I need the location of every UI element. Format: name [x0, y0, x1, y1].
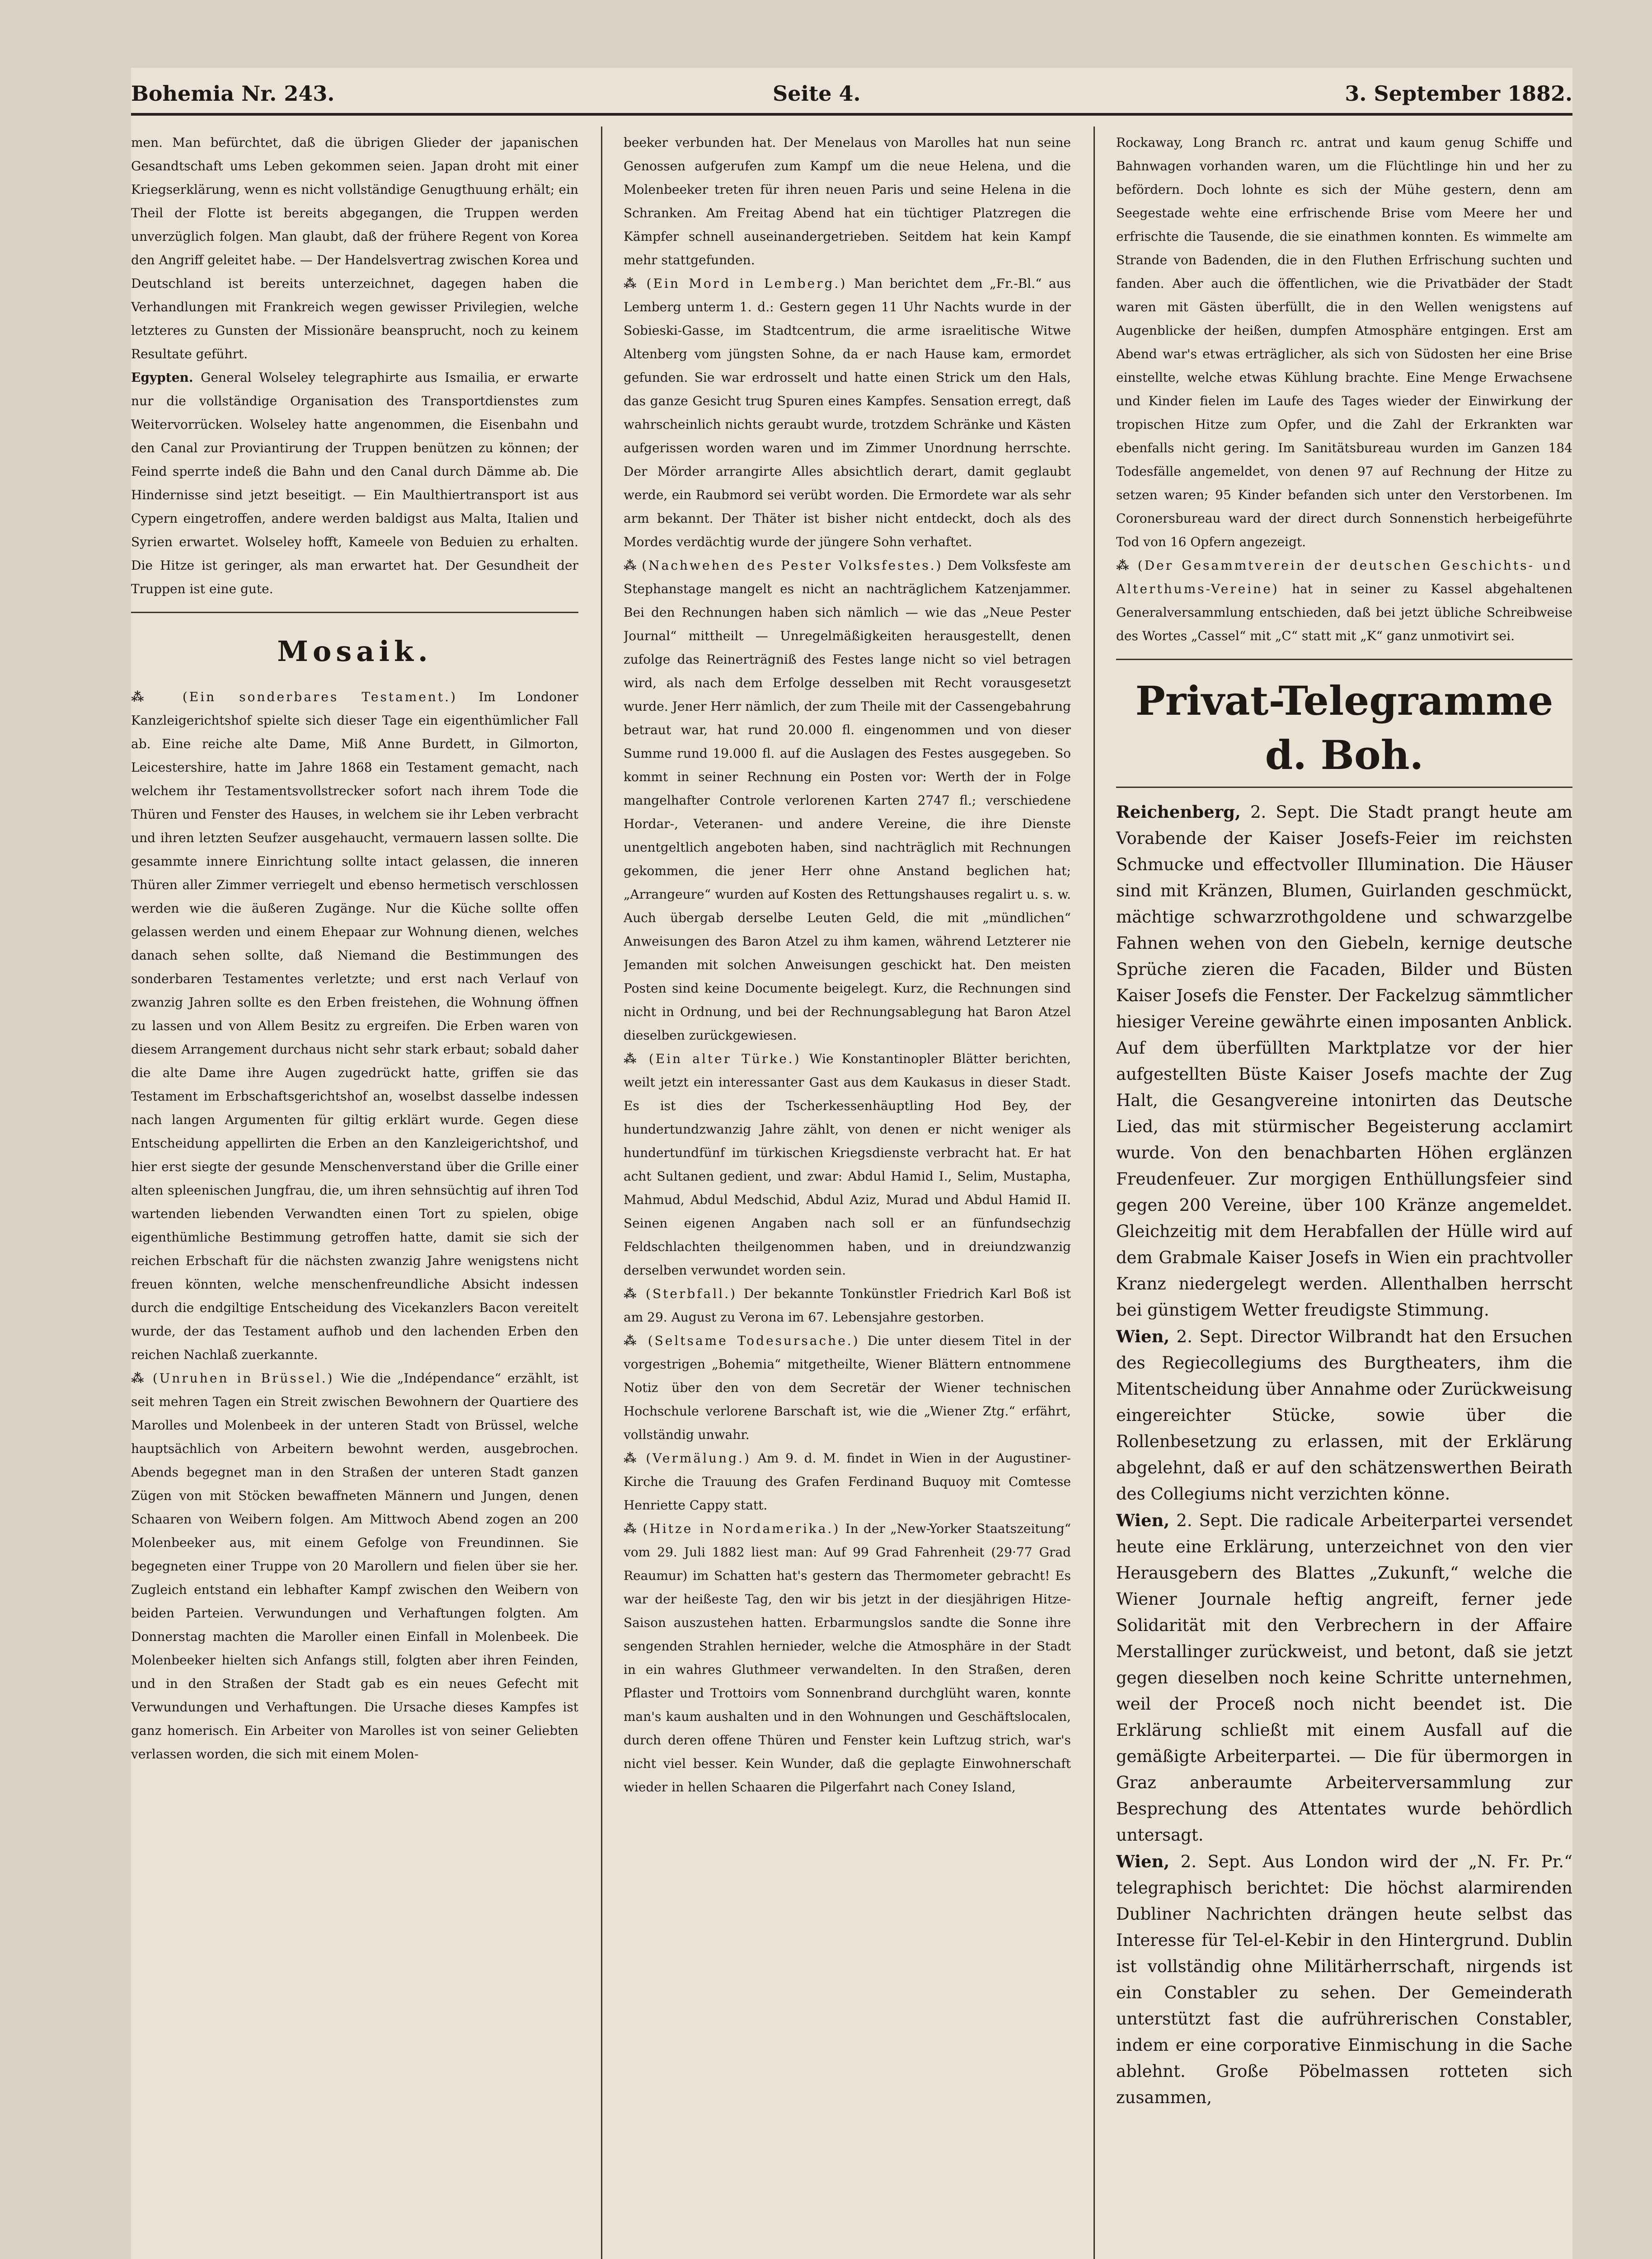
newspaper-page	[131, 68, 1572, 2259]
testament-article	[131, 685, 578, 1367]
column-divider	[1094, 127, 1095, 2259]
turke-article	[624, 1047, 1071, 1282]
header-rule	[131, 113, 1572, 116]
turke-text: Wie Konstantinopler Blätter berichten, weilt jetzt ein interessanter Gast aus dem Kaukasus in dieser Stadt. Es ist dies der Tscherkessenhäuptling Hod Bey, der hundertundzwanzig Jahre zählt, von denen er nicht weniger als hundertundfünf im türkischen Kriegsdienste verbracht hat. Er hat acht Sultanen gedient, und zwar: Abdul Hamid I., Selim, Mustapha, Mahmud, Abdul Medschid, Abdul Aziz, Murad und Abdul Hamid II. Seinen eigenen Angaben nach soll er an fünfundsechzig Feldschlachten theilgenommen haben, und in dreiundzwanzig derselben verwundet worden sein.	[624, 1051, 1071, 1278]
asterism-icon: ⁂	[131, 1371, 146, 1386]
hitze-heading: (Hitze in Nordamerika.)	[643, 1521, 840, 1536]
header-page-number: Seite 4.	[773, 81, 861, 106]
telegram-place: Reichenberg,	[1116, 802, 1241, 822]
asterism-icon: ⁂	[624, 1521, 638, 1536]
japan-korea-paragraph: men. Man befürchtet, daß die übrigen Glieder der japanischen Gesandtschaft ums Leben gekommen seien. Japan droht mit einer Kriegserklärung, wenn es nicht vollständige Genugthuung erhält; ein Theil der Flotte ist bereits abgegangen, die Truppen werden unverzüglich folgen. Man glaubt, daß der frühere Regent von Korea den Angriff geleitet habe. — Der Handelsvertrag zwischen Korea und Deutschland ist bereits unterzeichnet, dagegen haben die Verhandlungen mit Frankreich wegen gewisser Privilegien, welche letzteres zu Gunsten der Missionäre beansprucht, noch zu keinem Resultate geführt.	[131, 135, 578, 361]
egypt-paragraph	[131, 366, 578, 601]
pest-article	[624, 554, 1071, 1047]
section-rule	[131, 612, 578, 613]
telegram-item	[1116, 1848, 1572, 2111]
brussel-continuation: beeker verbunden hat. Der Menelaus von Marolles hat nun seine Genossen aufgerufen zum Kampf um die neue Helena, und die Molenbeeker treten für ihren neuen Paris und seine Helena in die Schranken. Am Freitag Abend hat ein tüchtiger Platzregen die Kämpfer schnell auseinandergetrieben. Seitdem hat kein Kampf mehr stattgefunden.	[624, 135, 1071, 267]
asterism-icon: ⁂	[624, 1451, 639, 1466]
asterism-icon: ⁂	[131, 689, 161, 704]
hitze-article	[624, 1517, 1071, 1799]
verein-heading: (Der Gesammtverein der deutschen Geschichts- und Alterthums-Vereine)	[1116, 558, 1572, 596]
section-rule	[1116, 787, 1572, 788]
asterism-icon: ⁂	[624, 1333, 640, 1348]
egypt-lead: Egypten.	[131, 370, 193, 385]
telegram-section-title: Privat-Telegramme d. Boh.	[1135, 677, 1553, 778]
testament-text: Im Londoner Kanzleigerichtshof spielte sich dieser Tage ein eigenthümlicher Fall ab. Eine reiche alte Dame, Miß Anne Burdett, in Gilmorton, Leicestershire, hatte im Jahre 1868 ein Testament gemacht, nach welchem ihr Testamentsvollstrecker sofort nach ihrem Tode die Thüren und Fenster des Hauses, in welchem sie ihr Leben verbracht und ihren letzten Seufzer ausgehaucht, vermauern lassen sollte. Die gesammte innere Einrichtung sollte intact gelassen, die inneren Thüren aller Zimmer verriegelt und ebenso hermetisch verschlossen werden wie die äußeren Zugänge. Nur die Küche sollte offen gelassen werden und einem Ehepaar zur Wohnung dienen, welches danach sehen sollte, daß Niemand die Bestimmungen des sonderbaren Testamentes verletzte; und erst nach Verlauf von zwanzig Jahren sollte es den Erben freistehen, die Wohnung öffnen zu lassen und von Allem Besitz zu ergreifen. Die Erben waren von diesem Arrangement durchaus nicht sehr stark erbaut; sobald daher die alte Dame ihre Augen zugedrückt hatte, griffen sie das Testament im Erbschaftsgerichtshof an, woselbst dasselbe indessen nach langen Argumenten für giltig erklärt wurde. Gegen diese Entscheidung appellirten die Erben an den Kanzleigerichtshof, und hier erst siegte der gesunde Menschenverstand über die Grille einer alten spleenischen Jungfrau, die, um ihren sehnsüchtig auf ihren Tod wartenden liebenden Verwandten einen Tort zu spielen, obige eigenthümliche Bestimmung getroffen hatte, damit sie sich der reichen Erbschaft für die nächsten zwanzig Jahre wenigstens nicht freuen könnten, welche menschenfreundliche Absicht indessen durch die endgiltige Entscheidung des Vicekanzlers Bacon vereitelt wurde, der das Testament aufhob und den lachenden Erben den reichen Nachlaß zuerkannte.	[131, 689, 578, 1362]
mosaik-title: Mosaik.	[277, 635, 432, 668]
hitze-continuation: Rockaway, Long Branch rc. antrat und kaum genug Schiffe und Bahnwagen vorhanden waren, um die Flüchtlinge hin und her zu befördern. Doch lohnte es sich der Mühe gestern, denn am Seegestade wehte eine erfrischende Brise vom Meere her und erfrischte die Tausende, die sie einathmen konnten. Es wimmelte am Strande von Badenden, die in den Fluthen Erfrischung suchten und fanden. Aber auch die öffentlichen, wie die Privatbäder der Stadt waren mit Gästen überfüllt, die in den Wellen wenigstens auf Augenblicke der heißen, dumpfen Atmosphäre entgingen. Erst am Abend war's etwas erträglicher, als sich von Südosten her eine Brise einstellte, welche etwas Kühlung brachte. Eine Menge Erwachsene und Kinder fielen im Laufe des Tages wieder der Einwirkung der tropischen Hitze zum Opfer, und die Zahl der Erkrankten war ebenfalls nicht gering. Im Sanitätsbureau wurden im Ganzen 184 Todesfälle angemeldet, von denen 97 auf Rechnung der Hitze zu setzen waren; 95 Kinder befanden sich unter den Verstorbenen. Im Coronersbureau ward der direct durch Sonnenstich herbeigeführte Tod von 16 Opfern angezeigt.	[1116, 135, 1572, 549]
brussel-heading: (Unruhen in Brüssel.)	[152, 1371, 334, 1386]
asterism-icon: ⁂	[624, 1051, 641, 1066]
section-rule	[1116, 659, 1572, 660]
asterism-icon: ⁂	[624, 276, 640, 291]
vermael-heading: (Vermälung.)	[646, 1451, 751, 1466]
header-issue: Bohemia Nr. 243.	[131, 81, 335, 106]
todes-heading: (Seltsame Todesursache.)	[648, 1333, 860, 1348]
lemberg-heading: (Ein Mord in Lemberg.)	[646, 276, 847, 291]
sterb-text: Der bekannte Tonkünstler Friedrich Karl Boß ist am 29. August zu Verona im 67. Lebensjahre gestorben.	[624, 1286, 1071, 1325]
telegram-place: Wien,	[1116, 1510, 1170, 1530]
pest-heading: (Nachwehen des Pester Volksfestes.)	[642, 558, 943, 573]
sterb-heading: (Sterbfall.)	[646, 1286, 737, 1301]
pest-text: Dem Volksfeste am Stephanstage mangelt es nicht an nachträglichem Katzenjammer. Bei den Rechnungen haben sich nämlich — wie das „Neue Pester Journal“ mittheilt — Unregelmäßigkeiten herausgestellt, denen zufolge das Reinerträgniß des Festes lange nicht so viel betragen wird, als nach dem Erfolge desselben mit Recht vorausgesetzt wurde. Jener Herr nämlich, der zum Theile mit der Cassengebahrung betraut war, hat rund 20.000 fl. eingenommen und von dieser Summe rund 19.000 fl. auf die Auslagen des Festes ausgegeben. So kommt in seiner Rechnung ein Posten vor: Werth der in Folge mangelhafter Controle verlorenen Karten 2747 fl.; verschiedene Hordar-, Veteranen- und andere Vereine, die ihre Dienste unentgeltlich angeboten haben, sind nachträglich mit Rechnungen gekommen, die jener Herr ohne Anstand beglichen hat; „Arrangeure“ wurden auf Kosten des Rettungshauses regalirt u. s. w. Auch übergab derselbe Leuten Geld, die mit „mündlichen“ Anweisungen des Baron Atzel zu ihm kamen, während Letzterer nie Jemanden mit solchen Anweisungen geschickt hat. Den meisten Posten sind keine Documente beigelegt. Kurz, die Rechnungen sind nicht in Ordnung, und bei der Rechnungsablegung hat Baron Atzel dieselben zurückgewiesen.	[624, 558, 1071, 1043]
telegram-place: Wien,	[1116, 1326, 1170, 1346]
column-3	[1116, 131, 1572, 2254]
sterb-article	[624, 1282, 1071, 1329]
brussel-text: Wie die „Indépendance“ erzählt, ist seit mehren Tagen ein Streit zwischen Bewohnern der Quartiere des Marolles und Molenbeek in der unteren Stadt von Brüssel, welche hauptsächlich von Arbeitern bewohnt werden, ausgebrochen. Abends begegnet man in den Straßen der unteren Stadt ganzen Zügen von mit Stöcken bewaffneten Männern und Jungen, denen Schaaren von Weibern folgen. Am Mittwoch Abend zogen an 200 Molenbeeker aus, mit einem Gefolge von Freundinnen. Sie begegneten einer Truppe von 20 Marollern und fielen über sie her. Zugleich entstand ein lebhafter Kampf zwischen den Weibern von beiden Parteien. Verwundungen und Verhaftungen folgten. Am Donnerstag machten die Maroller einen Einfall in Molenbeek. Die Molenbeeker hielten sich Anfangs still, folgten aber ihren Feinden, und in den Straßen der Stadt gab es ein neues Gefecht mit Verwundungen und Verhaftungen. Die Ursache dieses Kampfes ist ganz homerisch. Ein Arbeiter von Marolles ist von seiner Geliebten verlassen worden, die sich mit einem Molen-	[131, 1371, 578, 1762]
header-date: 3. September 1882.	[1345, 81, 1572, 106]
testament-heading: (Ein sonderbares Testament.)	[182, 689, 458, 704]
telegram-text: 2. Sept. Die Stadt prangt heute am Vorabende der Kaiser Josefs-Feier im reichsten Schmucke und effectvoller Illumination. Die Häuser sind mit Kränzen, Blumen, Guirlanden geschmückt, mächtige schwarzrothgoldene und schwarzgelbe Fahnen wehen von den Giebeln, kernige deutsche Sprüche zieren die Facaden, Bilder und Büsten Kaiser Josefs die Fenster. Der Fackelzug sämmtlicher hiesiger Vereine gewährte einen imposanten Anblick. Auf dem überfüllten Marktplatze vor der hier aufgestellten Büste Kaiser Josefs machte der Zug Halt, die Gesangvereine intonirten das Deutsche Lied, das mit stürmischer Begeisterung acclamirt wurde. Von den benachbarten Höhen erglänzen Freudenfeuer. Zur morgigen Enthüllungsfeier sind gegen 200 Vereine, über 100 Kränze angemeldet. Gleichzeitig mit dem Herabfallen der Hülle wird auf dem Grabmale Kaiser Josefs in Wien ein prachtvoller Kranz niedergelegt werden. Allenthalben herrscht bei günstigem Wetter freudigste Stimmung.	[1116, 802, 1572, 1320]
todes-article	[624, 1329, 1071, 1447]
lemberg-text: Man berichtet dem „Fr.-Bl.“ aus Lemberg unterm 1. d.: Gestern gegen 11 Uhr Nachts wurde in der Sobieski-Gasse, im Stadtcentrum, die arme israelitische Witwe Altenberg vom jüngsten Sohne, da er nach Hause kam, ermordet gefunden. Sie war erdrosselt und hatte einen Strick um den Hals, das ganze Gesicht trug Spuren eines Kampfes. Sensation erregt, daß wahrscheinlich nichts geraubt wurde, trotzdem Schränke und Kästen aufgerissen worden waren und im Zimmer Unordnung herrschte. Der Mörder arrangirte Alles absichtlich derart, damit geglaubt werde, ein Raubmord sei verübt worden. Die Ermordete war als sehr arm bekannt. Der Thäter ist bisher nicht entdeckt, doch als des Mordes verdächtig wurde der jüngere Sohn verhaftet.	[624, 276, 1071, 549]
telegram-item	[1116, 1323, 1572, 1507]
lemberg-article	[624, 272, 1071, 554]
brussel-article	[131, 1367, 578, 1766]
telegram-item	[1116, 799, 1572, 1323]
verein-article	[1116, 554, 1572, 648]
turke-heading: (Ein alter Türke.)	[648, 1051, 801, 1066]
asterism-icon: ⁂	[624, 1286, 639, 1301]
telegram-text: 2. Sept. Aus London wird der „N. Fr. Pr.“ telegraphisch berichtet: Die höchst alarmirenden Dubliner Nachrichten drängen heute selbst das Interesse für Tel-el-Kebir in den Hintergrund. Dublin ist vollständig ohne Militärherrschaft, nirgends ist ein Constabler zu sehen. Der Gemeinderath unterstützt fast die aufrührerischen Constabler, indem er eine corporative Einmischung in die Sache ablehnt. Große Pöbelmassen rotteten sich zusammen,	[1116, 1852, 1572, 2107]
column-1	[131, 131, 578, 2254]
verein-text: hat in seiner zu Kassel abgehaltenen Generalversammlung entschieden, daß bei jetzt übliche Schreibweise des Wortes „Cassel“ mit „C“ statt mit „K“ ganz unmotivirt sei.	[1116, 581, 1572, 643]
asterism-icon: ⁂	[1116, 558, 1131, 573]
telegram-text: 2. Sept. Die radicale Arbeiterpartei versendet heute eine Erklärung, unterzeichnet von den vier Herausgebern des Blattes „Zukunft,“ welche die Wiener Journale heftig angreift, ferner jede Solidarität mit den Verbrechern in der Affaire Merstallinger zurückweist, und betont, daß sie jetzt gegen dieselben noch keine Schritte unternehmen, weil der Proceß noch nicht beendet ist. Die Erklärung schließt mit einem Ausfall auf die gemäßigte Arbeiterpartei. — Die für übermorgen in Graz anberaumte Arbeiterversammlung zur Besprechung des Attentates wurde behördlich untersagt.	[1116, 1511, 1572, 1845]
telegram-item	[1116, 1507, 1572, 1848]
telegram-list	[1116, 799, 1572, 2111]
column-2	[624, 131, 1071, 2254]
hitze-text: In der „New-Yorker Staatszeitung“ vom 29. Juli 1882 liest man: Auf 99 Grad Fahrenheit (29·77 Grad Reaumur) im Schatten hat's gestern das Thermometer gebracht! Es war der heißeste Tag, den wir bis jetzt in der diesjährigen Hitze-Saison auszustehen hatten. Erbarmungslos sandte die Sonne ihre sengenden Strahlen hernieder, welche die Atmosphäre in der Stadt in ein wahres Gluthmeer verwandelten. In den Straßen, deren Pflaster und Trottoirs vom Sonnenbrand durchglüht waren, konnte man's kaum aushalten und in den Wohnungen und Geschäftslocalen, durch deren offene Thüren und Fenster kein Luftzug strich, war's nicht viel besser. Kein Wunder, daß die geplagte Einwohnerschaft wieder in hellen Schaaren die Pilgerfahrt nach Coney Island,	[624, 1521, 1071, 1795]
asterism-icon: ⁂	[624, 558, 637, 573]
vermael-article	[624, 1447, 1071, 1517]
column-divider	[601, 127, 602, 2259]
telegram-place: Wien,	[1116, 1851, 1170, 1871]
vermael-text: Am 9. d. M. findet in Wien in der Augustiner-Kirche die Trauung des Grafen Ferdinand Buquoy mit Comtesse Henriette Cappy statt.	[624, 1451, 1071, 1513]
telegram-text: 2. Sept. Director Wilbrandt hat den Ersuchen des Regiecollegiums des Burgtheaters, ihm die Mitentscheidung über Annahme oder Zurückweisung eingereichter Stücke, sowie über die Rollenbesetzung zu erlassen, mit der Erklärung abgelehnt, daß er auf den schätzenswerthen Beirath des Collegiums nicht verzichten könne.	[1116, 1327, 1572, 1504]
egypt-text: General Wolseley telegraphirte aus Ismailia, er erwarte nur die vollständige Organisation des Transportdienstes zum Weitervorrücken. Wolseley hatte angenommen, die Eisenbahn und den Canal zur Proviantirung der Truppen benützen zu können; der Feind sperrte indeß die Bahn und den Canal durch Dämme ab. Die Hindernisse sind jetzt beseitigt. — Ein Maulthiertransport ist aus Cypern eingetroffen, andere werden baldigst aus Malta, Italien und Syrien erwartet. Wolseley hofft, Kameele von Beduien zu erhalten. Die Hitze ist geringer, als man erwartet hat. Der Gesundheit der Truppen ist eine gute.	[131, 370, 578, 596]
page-header	[131, 81, 1572, 113]
todes-text: Die unter diesem Titel in der vorgestrigen „Bohemia“ mitgetheilte, Wiener Blättern entnommene Notiz über den von dem Secretär der Wiener technischen Hochschule verlorene Barschaft ist, wie die „Wiener Ztg.“ erfährt, vollständig unwahr.	[624, 1333, 1071, 1442]
